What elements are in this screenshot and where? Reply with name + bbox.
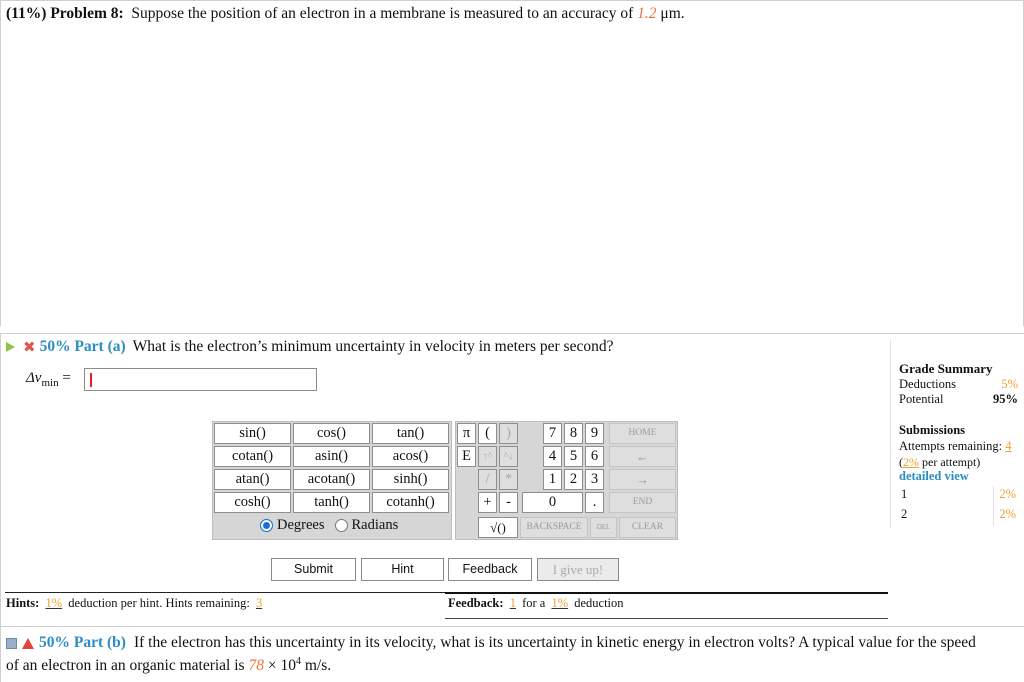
position-accuracy-value: 1.2 — [637, 5, 657, 22]
key-7[interactable]: 7 — [543, 423, 562, 444]
answer-label — [26, 370, 71, 389]
potential-label: Potential — [899, 392, 944, 406]
warning-icon — [22, 638, 34, 649]
feedback-info — [448, 596, 624, 611]
per-attempt-text: per attempt) — [922, 455, 981, 469]
key-right-arrow[interactable]: → — [609, 469, 676, 490]
part-b-question: If the electron has this uncertainty in its velocity, what is its uncertainty in kinetic energy in electron volts? A typical value for the speed — [133, 634, 976, 651]
history-separator — [993, 486, 994, 526]
per-attempt-paren: ( — [899, 455, 903, 469]
hints-label: Hints: — [6, 596, 40, 610]
key-star[interactable]: * — [499, 469, 518, 490]
key-cosh[interactable]: cosh() — [214, 492, 291, 513]
key-6[interactable]: 6 — [585, 446, 604, 467]
key-sinh[interactable]: sinh() — [372, 469, 449, 490]
degrees-radio[interactable] — [260, 519, 273, 532]
hints-text: deduction per hint. Hints remaining: — [68, 596, 250, 610]
part-a-percent: 50% Part (a) — [39, 338, 126, 355]
problem-text: Suppose the position of an electron in a membrane is measured to an accuracy of — [131, 5, 634, 22]
problem-label: Problem 8: — [50, 5, 124, 22]
hint-deduction: 1% — [45, 596, 63, 610]
part-b-percent: 50% Part (b) — [39, 634, 126, 651]
part-b-header — [6, 634, 976, 652]
hint-button[interactable]: Hint — [361, 558, 444, 581]
key-e[interactable]: E — [457, 446, 476, 467]
problem-header — [6, 5, 685, 23]
key-sin[interactable]: sin() — [214, 423, 291, 444]
answer-subscript: min — [41, 377, 59, 389]
attempts-value: 4 — [1005, 439, 1012, 453]
submission-pct-2: 2% — [999, 507, 1016, 521]
part-b-line2-text: of an electron in an organic material is — [6, 657, 245, 675]
key-home[interactable]: HOME — [609, 423, 676, 444]
hints-info — [6, 596, 265, 611]
submit-button[interactable]: Submit — [271, 558, 356, 581]
key-down-caret[interactable]: ^↓ — [499, 446, 518, 467]
key-tan[interactable]: tan() — [372, 423, 449, 444]
play-icon[interactable] — [6, 342, 15, 352]
speed-exponent: 4 — [295, 656, 301, 667]
hints-remaining: 3 — [255, 596, 263, 610]
degrees-label[interactable]: Degrees — [277, 517, 325, 533]
give-up-button[interactable]: I give up! — [537, 558, 619, 581]
key-pi[interactable]: π — [457, 423, 476, 444]
key-close-paren[interactable]: ) — [499, 423, 518, 444]
key-acos[interactable]: acos() — [372, 446, 449, 467]
potential-value: 95% — [993, 392, 1018, 406]
submission-pct-1: 2% — [999, 487, 1016, 501]
key-acotan[interactable]: acotan() — [293, 469, 370, 490]
document-icon[interactable] — [6, 638, 17, 649]
deductions-label: Deductions — [899, 377, 956, 391]
feedback-count: 1 — [509, 596, 516, 610]
key-del[interactable]: DEL — [590, 517, 617, 538]
per-attempt — [899, 455, 980, 470]
part-a-header — [6, 338, 613, 356]
part-a-question: What is the electron’s minimum uncertainty in velocity in meters per second? — [132, 338, 614, 355]
key-cos[interactable]: cos() — [293, 423, 370, 444]
key-clear[interactable]: CLEAR — [619, 517, 676, 538]
problem-weight: (11%) — [6, 5, 47, 22]
x-mark-icon: ✖ — [23, 338, 36, 356]
key-cotanh[interactable]: cotanh() — [372, 492, 449, 513]
key-8[interactable]: 8 — [564, 423, 583, 444]
feedback-button[interactable]: Feedback — [448, 558, 532, 581]
key-tanh[interactable]: tanh() — [293, 492, 370, 513]
numeric-keypad — [455, 421, 678, 540]
key-0[interactable]: 0 — [522, 492, 583, 513]
detailed-view-link[interactable]: detailed view — [899, 469, 969, 483]
radians-radio[interactable] — [335, 519, 348, 532]
electron-speed-value: 78 — [248, 657, 264, 675]
attempts-label: Attempts remaining: — [899, 439, 1003, 453]
submission-number-2: 2 — [901, 507, 908, 521]
grade-summary-title: Grade Summary — [899, 361, 993, 376]
feedback-label: Feedback: — [448, 596, 504, 610]
key-3[interactable]: 3 — [585, 469, 604, 490]
answer-input[interactable] — [84, 368, 317, 391]
attempts-remaining — [899, 439, 1011, 454]
part-b-question-line2 — [6, 656, 331, 675]
key-asin[interactable]: asin() — [293, 446, 370, 467]
feedback-for: for a — [522, 596, 546, 610]
position-accuracy-unit: μm. — [660, 5, 685, 22]
key-open-paren[interactable]: ( — [478, 423, 497, 444]
key-1[interactable]: 1 — [543, 469, 562, 490]
per-attempt-pct: 2% — [903, 455, 919, 469]
radians-label[interactable]: Radians — [351, 517, 399, 533]
key-2[interactable]: 2 — [564, 469, 583, 490]
feedback-rule — [445, 618, 888, 619]
key-sqrt[interactable]: √() — [478, 517, 518, 538]
answer-equals: = — [62, 370, 71, 386]
angle-mode-selector — [260, 517, 398, 534]
submissions-title: Submissions — [899, 423, 966, 437]
submission-number-1: 1 — [901, 487, 908, 501]
key-atan[interactable]: atan() — [214, 469, 291, 490]
key-left-arrow[interactable]: ← — [609, 446, 676, 467]
key-plus[interactable]: + — [478, 492, 497, 513]
feedback-divider — [445, 592, 888, 594]
key-9[interactable]: 9 — [585, 423, 604, 444]
key-cotan[interactable]: cotan() — [214, 446, 291, 467]
key-5[interactable]: 5 — [564, 446, 583, 467]
key-end[interactable]: END — [609, 492, 676, 513]
speed-times: × 10 — [267, 657, 296, 675]
key-backspace[interactable]: BACKSPACE — [520, 517, 588, 538]
key-up-caret[interactable]: ↑^ — [478, 446, 497, 467]
deductions-value: 5% — [1001, 377, 1018, 391]
key-slash[interactable]: / — [478, 469, 497, 490]
key-minus[interactable]: - — [499, 492, 518, 513]
key-4[interactable]: 4 — [543, 446, 562, 467]
answer-symbol: Δv — [26, 370, 42, 386]
problem-panel — [0, 0, 1024, 326]
key-dot[interactable]: . — [585, 492, 604, 513]
feedback-deduction: 1% — [551, 596, 569, 610]
text-caret — [90, 373, 92, 387]
feedback-end: deduction — [574, 596, 624, 610]
speed-unit: m/s. — [304, 657, 332, 675]
